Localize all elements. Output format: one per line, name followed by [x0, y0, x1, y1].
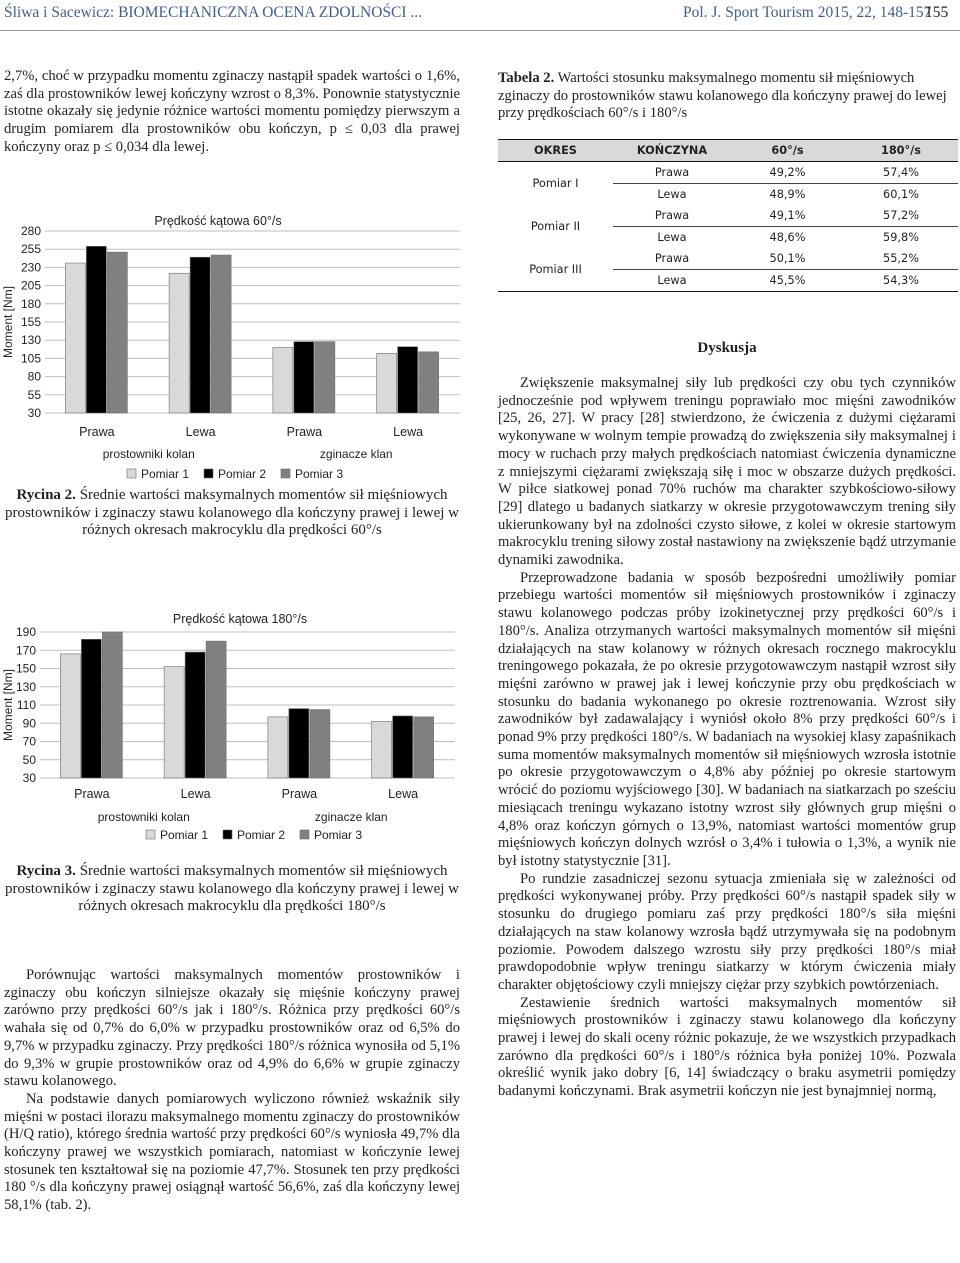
value-cell: 49,1%: [731, 205, 844, 227]
y-tick-label: 130: [15, 679, 36, 694]
bar: [414, 717, 434, 778]
bar: [419, 352, 439, 413]
y-tick-label: 255: [20, 242, 41, 257]
x-category-label: Lewa: [180, 787, 211, 801]
paragraph: Po rundzie zasadniczej sezonu sytuacja zmieniała się w zależności od prędkości wykonywanej próby. Przy prędkości 60°/s nastąpił spadek siły w stosunku do drugiego pomiaru zaś przy prędkości 180°/s siła mięśni działających na staw kolanowy wzrosła bądź utrzymywała się na podobnym poziomie. Powodem dalszego wzrostu siły przy prędkości 180°/s miał prawdopodobnie wpływ treningu siatkarzy w którym ćwiczenia miały charakter objętościowy czyli mniejszy ciężar przy szybkich powtórzeniach.: [498, 870, 956, 993]
bar: [294, 342, 314, 413]
table2-caption: [498, 70, 958, 123]
legend-swatch: [146, 830, 155, 839]
limb-cell: Lewa: [657, 188, 687, 201]
value-cell: 48,6%: [769, 231, 806, 244]
column-header-okres: OKRES: [498, 140, 613, 162]
okres-cell: Pomiar I: [532, 177, 579, 190]
okres-cell: Pomiar III: [498, 248, 613, 292]
legend-label: Pomiar 1: [141, 467, 190, 481]
limb-cell: Lewa: [657, 231, 687, 244]
bar: [107, 252, 127, 413]
y-tick-label: 205: [20, 278, 41, 293]
figure2-caption-text: Średnie wartości maksymalnych momentów sił mięśniowych prostowników i zginaczy stawu kolanowego dla kończyny prawej i lewej w różnych okresach makrocyklu dla prędkości 60°/s: [4, 487, 460, 538]
value-cell: 57,2%: [844, 205, 958, 227]
bar: [164, 667, 184, 778]
x-category-label: Prawa: [286, 425, 323, 439]
x-category-label: Prawa: [79, 425, 115, 439]
value-cell: 59,8%: [883, 231, 919, 244]
figure3-caption-text: Średnie wartości maksymalnych momentów sił mięśniowych prostowników i zginaczy stawu kolanowego dla kończyny prawej i lewej w różnych okresach makrocyklu dla prędkości 180°/s: [4, 863, 460, 914]
value-cell: 57,4%: [844, 162, 958, 184]
paragraph: Zestawienie średnich wartości maksymalnych momentów sił mięśniowych prostowników i zginaczy stawu kolanowego dla kończyny prawej i lewej do skali oceny różnic pokazuje, że we wszystkich przypadkach zarówno dla prędkości 60°/s i 180°/s różnica była poniżej 10%. Pozwala określić wynik jako dobry [6, 14] świadczący o braku asymetrii pomiędzy badanymi kończynami. Brak asymetrii kończyn nie jest bynajmniej normą,: [498, 994, 956, 1100]
bar: [393, 716, 413, 778]
y-axis-label: Moment [Nm]: [1, 285, 15, 359]
x-category-label: Lewa: [393, 425, 424, 439]
table2-label: Tabela 2.: [498, 70, 555, 86]
hq-ratio-table: [498, 139, 958, 292]
y-axis-label: Moment [Nm]: [1, 668, 15, 742]
table2-caption-text: Wartości stosunku maksymalnego momentu sił mięśniowych zginaczy do prostowników stawu kolanowego dla kończyny prawej do lewej przy prędkościach 60°/s i 180°/s: [498, 70, 947, 121]
legend-label: Pomiar 3: [314, 828, 363, 842]
legend-swatch: [127, 469, 136, 478]
header-article-title: Śliwa i Sacewicz: BIOMECHANICZNA OCENA ZDOLNOŚCI ...: [4, 4, 423, 21]
table-row: [498, 162, 958, 184]
paragraph: Przeprowadzone badania w sposób bezpośredni umożliwiły pomiar przebiegu wartości momentów sił mięśniowych prostowników i zginaczy stawu kolanowego podczas próby izokinetycznej przy prędkości 60°/s i 180°/s. Analiza otrzymanych wartości maksymalnych momentów sił mięśni działających na staw kolanowy w różnych okresach rocznego makrocyklu treningowego pokazała, że po okresie przygotowawczym nastąpił wzrost siły mięśni zarówno w prawej jak i lewej kończynie przy obu prędkościach w stosunku do badania wykonanego po okresie roztrenowania. Wzrost siły zawodników był zadawalający i wyniósł około 8% przy prędkości 60°/s i ponad 9% przy prędkości 180°/s. W badaniach na wysokiej klasy zapaśnikach suma momentów maksymalnych momentów sił mięśniowych wzrosła istotnie po okresie przygotowawczym o 4,8% aby później po okresie startowym wrócić do poziomu wyjściowego [30]. W badaniach na siatkarzach po sześciu miesiącach treningu wykazano istotny wzrost siły głównych grup mięśni o 4,8% oraz kończyn górnych o 13,9%, natomiast wartości momentów grup mięśniowych kończyn dolnych wzrósł o 3,4% i tułowia o 1,3%, a wynik nie był istotny statystycznie [31].: [498, 569, 956, 869]
limb-cell: Prawa: [613, 205, 731, 227]
table-row: [498, 205, 958, 227]
paragraph: Porównując wartości maksymalnych momentów prostowników i zginaczy obu kończyn silniejsze okazały się mięśnie kończyny prawej zarówno przy prędkości 60°/s jak i 180°/s. Różnica przy prędkości 60°/s wahała się od 0,7% do 6,0% w przypadku prostowników oraz od 6,5% do 9,7% w przypadku zginaczy. Przy prędkości 180°/s różnica wynosiła od 5,1% do 9,3% w grupie prostowników oraz od 4,9% do 6,6% w grupie zginaczy stawu kolanowego.: [4, 967, 460, 1090]
limb-cell: Prawa: [613, 162, 731, 184]
y-tick-label: 130: [20, 333, 41, 348]
chart-moment-60: [0, 205, 460, 490]
figure3-caption: [4, 863, 460, 916]
paragraph: Na podstawie danych pomiarowych wyliczono również wskaźnik siły mięśni w postaci ilorazu maksymalnego momentu zginaczy do prostowników (H/Q ratio), którego średnia wartość przy prędkości 60°/s wyniosła 49,7% dla kończyny prawej we wszystkich pomiarach, natomiast w kończynie lewej stosunek ten kształtował się na poziomie 47,7%. Stosunek ten przy prędkości 180 °/s dla kończyny prawej osiągnął wartość 56,6%, zaś dla kończyny lewej 58,1% (tab. 2).: [4, 1090, 460, 1214]
x-category-label: Lewa: [388, 787, 419, 801]
paragraph: 2,7%, choć w przypadku momentu zginaczy nastąpił spadek wartości o 1,6%, zaś dla prostowników lewej kończyny wzrost o 8,3%. Ponownie statystycznie istotne okazały się jedynie różnice wartości momentu pomiędzy pierwszym a drugim pomiarem dla prostowników obu kończyn, p ≤ 0,03 dla prawej kończyny oraz p ≤ 0,034 dla lewej.: [4, 68, 460, 155]
chart-title: Prędkość kątowa 60°/s: [154, 214, 282, 228]
section-heading-dyskusja: Dyskusja: [697, 340, 757, 356]
value-cell: 55,2%: [844, 248, 958, 270]
bar: [86, 246, 106, 413]
x-group-label: zginacze klan: [319, 447, 393, 461]
y-tick-label: 110: [16, 698, 36, 712]
right-column-text: [498, 375, 956, 1101]
y-tick-label: 50: [22, 752, 36, 767]
x-group-label: prostowniki kolan: [97, 810, 190, 824]
bar: [315, 342, 335, 413]
legend-swatch: [204, 469, 213, 478]
legend-label: Pomiar 3: [295, 467, 344, 481]
bar: [60, 654, 80, 778]
y-tick-label: 80: [27, 369, 41, 384]
left-column-top: [4, 68, 460, 157]
table-header-row: [498, 140, 958, 162]
bar: [273, 347, 293, 413]
x-group-label: zginacze klan: [314, 810, 388, 824]
column-header-60: 60°/s: [731, 140, 844, 162]
bar: [211, 255, 231, 413]
running-header: [0, 0, 960, 31]
y-tick-label: 70: [22, 734, 36, 749]
y-tick-label: 190: [15, 625, 36, 639]
figure2-caption: [4, 487, 460, 540]
figure3-label: Rycina 3.: [16, 863, 76, 879]
bar: [268, 717, 288, 778]
x-category-label: Prawa: [281, 787, 318, 801]
chart-moment-180: [0, 603, 460, 848]
table-row: [498, 248, 958, 270]
value-cell: 50,1%: [731, 248, 844, 270]
chart-title: Prędkość kątowa 180°/s: [172, 612, 308, 626]
x-category-label: Lewa: [185, 425, 216, 439]
okres-cell: Pomiar II: [530, 220, 581, 233]
y-tick-label: 230: [20, 260, 41, 275]
bar: [169, 273, 189, 413]
header-journal-citation: Pol. J. Sport Tourism 2015, 22, 148-157: [683, 4, 932, 21]
column-header-180: 180°/s: [844, 140, 958, 162]
y-tick-label: 55: [27, 387, 41, 402]
bar: [377, 353, 397, 413]
legend-swatch: [281, 469, 290, 478]
figure2-label: Rycina 2.: [16, 487, 76, 503]
page-number: 155: [925, 4, 949, 21]
value-cell: 54,3%: [844, 270, 958, 292]
bar: [398, 347, 418, 413]
legend-label: Pomiar 1: [160, 828, 209, 842]
column-header-konczyna: KOŃCZYNA: [613, 140, 731, 162]
bar: [190, 257, 210, 413]
limb-cell: Lewa: [613, 270, 731, 292]
y-tick-label: 30: [27, 406, 41, 420]
bar: [185, 652, 205, 778]
y-tick-label: 180: [20, 296, 41, 311]
paragraph: Zwiększenie maksymalnej siły lub prędkości czy obu tych czynników jednocześnie pod wpływem treningu poprawiało moc mięśni zawodników [25, 26, 27]. W pracy [28] stwierdzono, że ćwiczenia z dużymi ciężarami wykonywane w wolnym tempie prowadzą do zwiększenia siły maksymalnej i mocy w ruchach przy małych prędkościach natomiast ćwiczenia dynamiczne z mniejszymi ciężarami zwiększają siłę i moc w obszarze dużych prędkości. W piłce siatkowej ponad 70% ruchów ma charakter szybkościowo-siłowy [29] dlatego u badanych siatkarzy w okresie przygotowawczym trening siły ukierunkowany był na zdolności czysto siłowe, z kolei w okresie startowym makrocyklu trening siłowy został nastawiony na zwiększenie bądź utrzymanie dynamiki zawodnika.: [498, 375, 956, 569]
bar: [206, 641, 226, 778]
legend-swatch: [223, 830, 232, 839]
y-tick-label: 155: [20, 315, 41, 329]
bar: [65, 263, 85, 413]
value-cell: 49,2%: [731, 162, 844, 184]
value-cell: 48,9%: [769, 188, 806, 201]
y-tick-label: 150: [15, 661, 36, 676]
legend-label: Pomiar 2: [237, 828, 286, 842]
bar: [289, 709, 309, 778]
bar: [81, 639, 101, 778]
value-cell: 60,1%: [883, 188, 919, 201]
bar: [102, 632, 122, 778]
left-column-bottom: [4, 967, 460, 1215]
legend-label: Pomiar 2: [218, 467, 267, 481]
y-tick-label: 90: [22, 716, 36, 731]
y-tick-label: 280: [20, 224, 41, 238]
legend-swatch: [300, 830, 309, 839]
limb-cell: Prawa: [613, 248, 731, 270]
value-cell: 45,5%: [731, 270, 844, 292]
x-category-label: Prawa: [74, 787, 110, 801]
y-tick-label: 170: [15, 643, 36, 658]
y-tick-label: 30: [22, 771, 36, 785]
bar: [310, 710, 330, 778]
x-group-label: prostowniki kolan: [102, 447, 195, 461]
y-tick-label: 105: [20, 351, 41, 366]
bar: [372, 721, 392, 778]
